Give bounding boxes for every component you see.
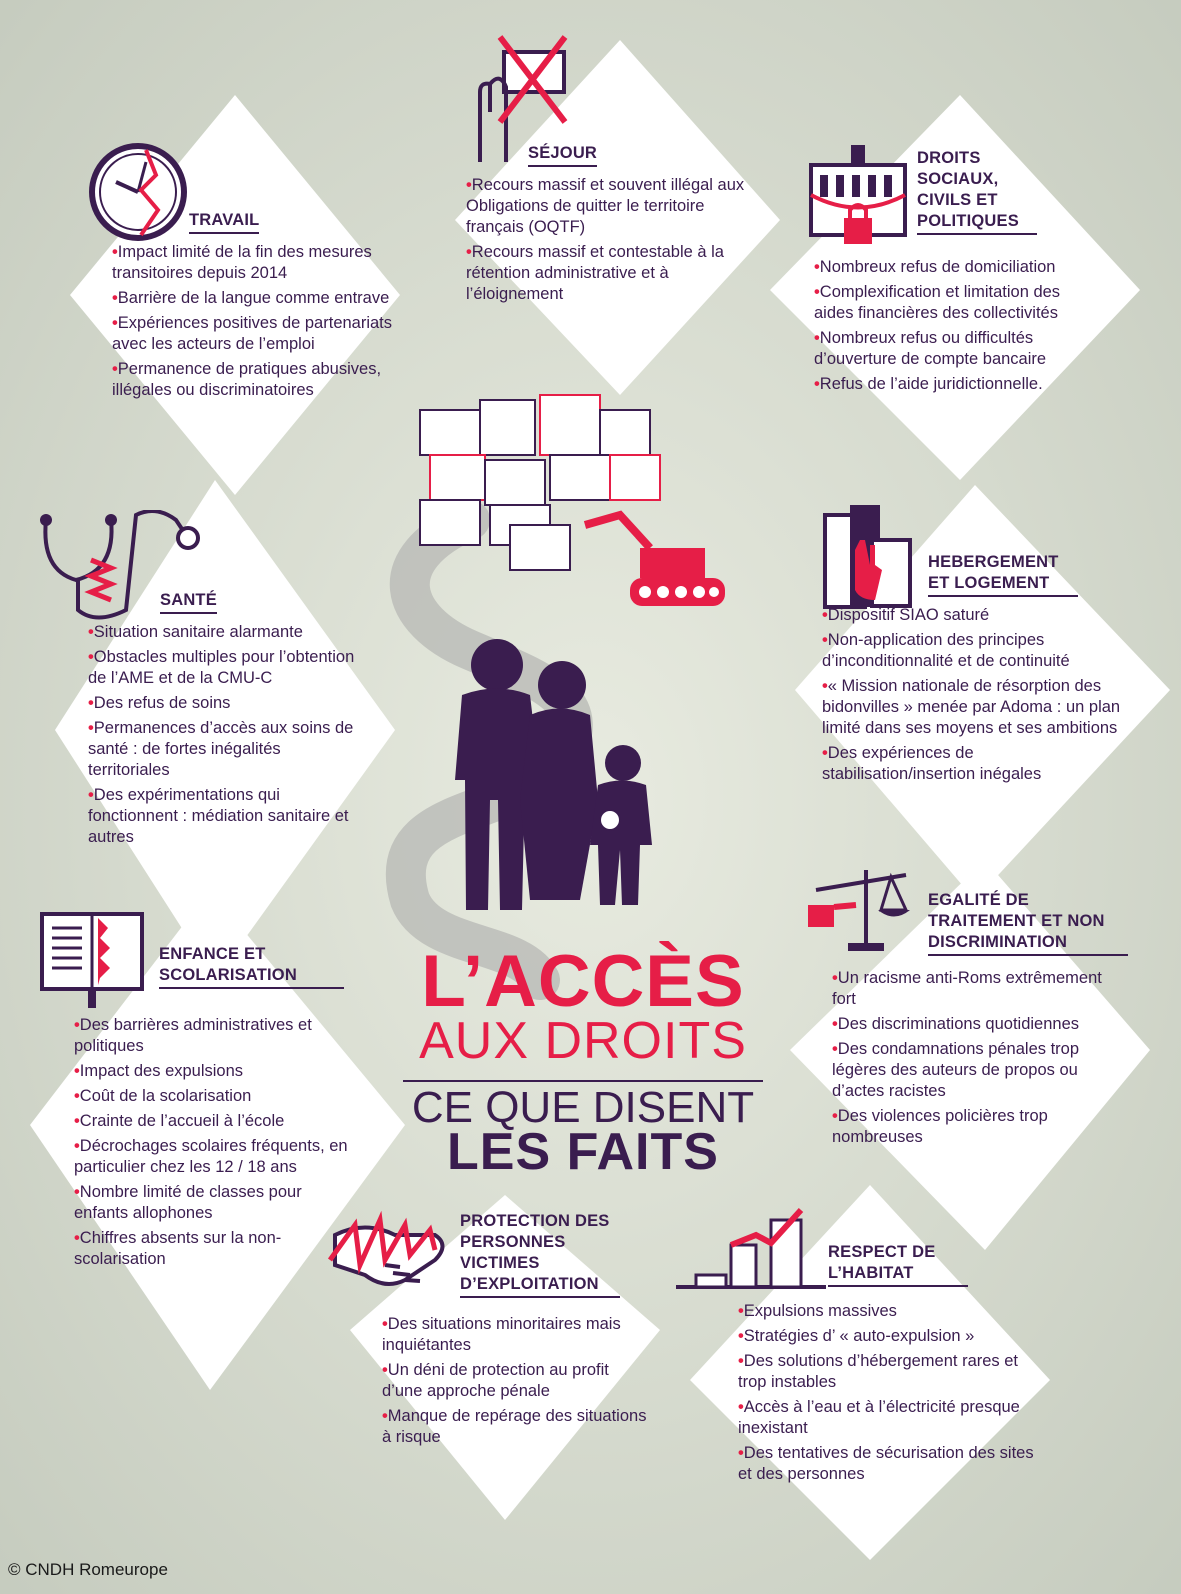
list-item: • Des tentatives de sécurisation des sites et des personnes xyxy=(738,1443,1038,1485)
list-item: • Des expérimentations qui fonctionnent : médiation sanitaire et autres xyxy=(88,785,363,848)
heading-habitat: RESPECT DE L’HABITAT xyxy=(828,1242,968,1287)
section-travail xyxy=(112,210,397,405)
section-enfance xyxy=(74,944,349,1274)
list-item: • Des situations minoritaires mais inquiétantes xyxy=(382,1314,652,1356)
list-item: • Permanence de pratiques abusives, illégales ou discriminatoires xyxy=(112,359,397,401)
heading-travail: TRAVAIL xyxy=(189,210,259,234)
habitat-list xyxy=(738,1301,1038,1485)
heading-hebergement: HEBERGEMENT ET LOGEMENT xyxy=(928,552,1078,597)
list-item: • Des condamnations pénales trop légères des auteurs de propos ou d’actes racistes xyxy=(832,1039,1122,1102)
section-sejour xyxy=(466,143,756,309)
list-item: • Chiffres absents sur la non-scolarisation xyxy=(74,1228,349,1270)
section-sante xyxy=(88,590,363,852)
list-item: • Impact des expulsions xyxy=(74,1061,349,1082)
list-item: • Décrochages scolaires fréquents, en particulier chez les 12 / 18 ans xyxy=(74,1136,349,1178)
enfance-list xyxy=(74,1015,349,1270)
sejour-list xyxy=(466,175,756,305)
list-item: • Des refus de soins xyxy=(88,693,363,714)
travail-list xyxy=(112,242,397,401)
list-item: • Obstacles multiples pour l’obtention de l’AME et de la CMU-C xyxy=(88,647,363,689)
list-item: • Des solutions d’hébergement rares et trop instables xyxy=(738,1351,1038,1393)
list-item: • Coût de la scolarisation xyxy=(74,1086,349,1107)
list-item: • Des discriminations quotidiennes xyxy=(832,1014,1122,1035)
list-item: • « Mission nationale de résorption des bidonvilles » menée par Adoma : un plan limité dans ses moyens et ses ambitions xyxy=(822,676,1127,739)
list-item: • Situation sanitaire alarmante xyxy=(88,622,363,643)
list-item: • Expériences positives de partenariats avec les acteurs de l’emploi xyxy=(112,313,397,355)
section-droits xyxy=(814,148,1099,399)
heading-protection: PROTECTION DES PERSONNES VICTIMES D’EXPLOITATION xyxy=(460,1211,620,1298)
egalite-list xyxy=(832,968,1122,1148)
heading-enfance: ENFANCE ET SCOLARISATION xyxy=(159,944,344,989)
list-item: • Un déni de protection au profit d’une approche pénale xyxy=(382,1360,652,1402)
list-item: • Recours massif et souvent illégal aux Obligations de quitter le territoire français (OQTF) xyxy=(466,175,756,238)
protection-list xyxy=(382,1314,652,1448)
section-protection xyxy=(382,1211,652,1452)
list-item: • Nombreux refus ou difficultés d’ouverture de compte bancaire xyxy=(814,328,1099,370)
list-item: • Crainte de l’accueil à l’école xyxy=(74,1111,349,1132)
heading-droits: DROITS SOCIAUX, CIVILS ET POLITIQUES xyxy=(917,148,1037,235)
list-item: • Accès à l’eau et à l’électricité presque inexistant xyxy=(738,1397,1038,1439)
list-item: • Nombreux refus de domiciliation xyxy=(814,257,1099,278)
droits-list xyxy=(814,257,1099,395)
hebergement-list xyxy=(822,605,1127,785)
list-item: • Complexification et limitation des aides financières des collectivités xyxy=(814,282,1099,324)
list-item: • Expulsions massives xyxy=(738,1301,1038,1322)
list-item: • Manque de repérage des situations à risque xyxy=(382,1406,652,1448)
section-egalite xyxy=(832,890,1122,1152)
list-item: • Impact limité de la fin des mesures transitoires depuis 2014 xyxy=(112,242,397,284)
list-item: • Nombre limité de classes pour enfants allophones xyxy=(74,1182,349,1224)
main-title-line1: L’ACCÈS xyxy=(421,941,745,1022)
main-title-line4: LES FAITS xyxy=(447,1123,719,1181)
list-item: • Des violences policières trop nombreuses xyxy=(832,1106,1122,1148)
list-item: • Des expériences de stabilisation/insertion inégales xyxy=(822,743,1127,785)
main-title-line3: CE QUE DISENT xyxy=(403,1080,763,1130)
list-item: • Permanences d’accès aux soins de santé : de fortes inégalités territoriales xyxy=(88,718,363,781)
list-item: • Barrière de la langue comme entrave xyxy=(112,288,397,309)
section-hebergement xyxy=(822,552,1127,789)
copyright-credit: © CNDH Romeurope xyxy=(8,1560,168,1579)
list-item: • Des barrières administratives et politiques xyxy=(74,1015,349,1057)
list-item: • Un racisme anti-Roms extrêmement fort xyxy=(832,968,1122,1010)
list-item: • Dispositif SIAO saturé xyxy=(822,605,1127,626)
section-habitat xyxy=(738,1242,1038,1489)
heading-sante: SANTÉ xyxy=(160,590,217,614)
list-item: • Non-application des principes d’inconditionnalité et de continuité xyxy=(822,630,1127,672)
heading-egalite: EGALITÉ DE TRAITEMENT ET NON DISCRIMINATION xyxy=(928,890,1128,956)
list-item: • Recours massif et contestable à la rétention administrative et à l’éloignement xyxy=(466,242,756,305)
list-item: • Stratégies d’ « auto-expulsion » xyxy=(738,1326,1038,1347)
heading-sejour: SÉJOUR xyxy=(528,143,597,167)
sante-list xyxy=(88,622,363,848)
main-title-line2: AUX DROITS xyxy=(419,1012,747,1070)
list-item: • Refus de l’aide juridictionnelle. xyxy=(814,374,1099,395)
